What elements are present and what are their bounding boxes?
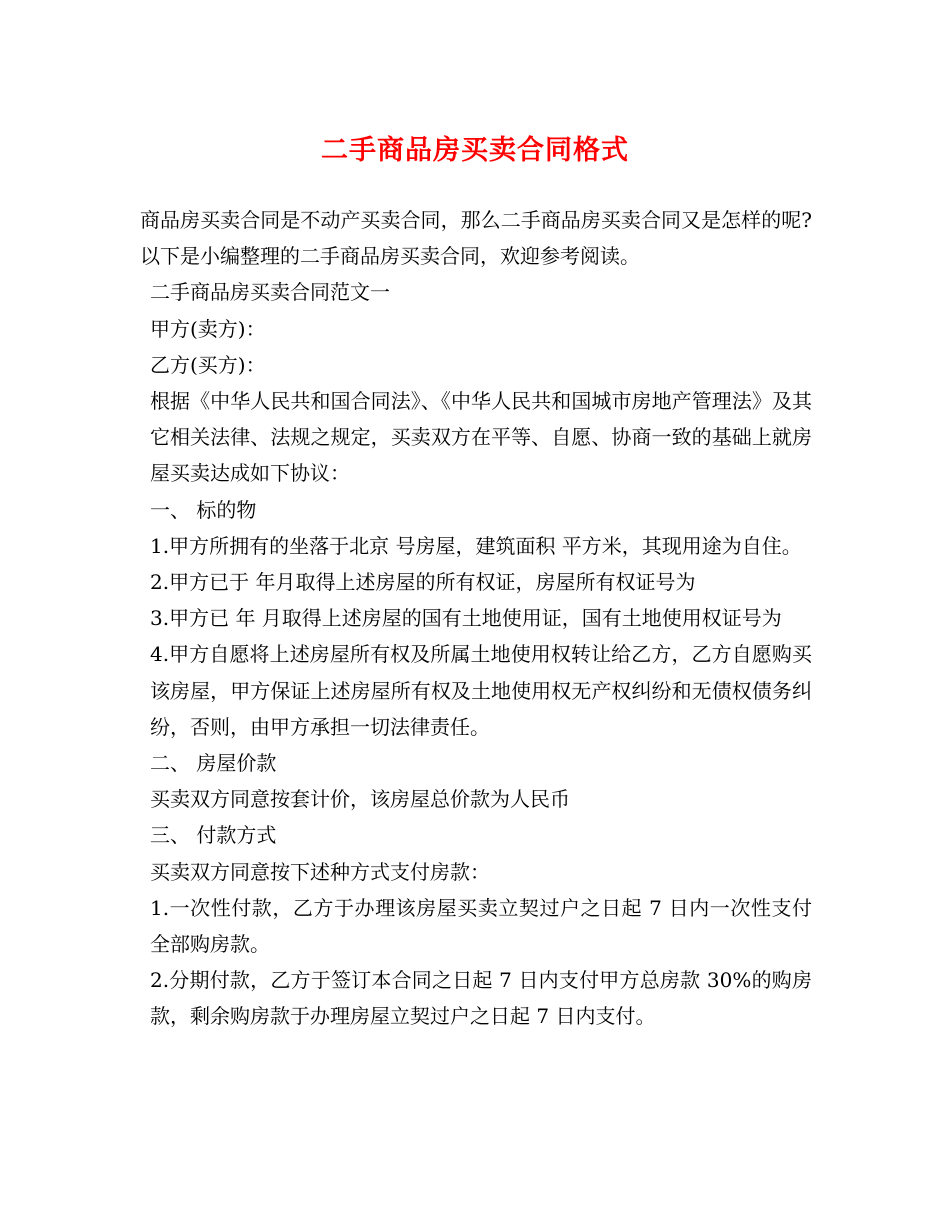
- section-heading-subject: 一、 标的物: [150, 497, 257, 522]
- intro-paragraph: 商品房买卖合同是不动产买卖合同，那么二手商品房买卖合同又是怎样的呢?以下是小编整理的二手商品房买卖合同，欢迎参考阅读。: [140, 208, 812, 269]
- legal-basis-paragraph: 根据《中华人民共和国合同法》、《中华人民共和国城市房地产管理法》及其它相关法律、法规之规定，买卖双方在平等、自愿、协商一致的基础上就房屋买卖达成如下协议：: [150, 389, 812, 486]
- party-a-line: 甲方(卖方)：: [150, 316, 266, 341]
- clause-payment-1: 1.一次性付款，乙方于办理该房屋买卖立契过户之日起 7 日内一次性支付全部购房款。: [150, 895, 812, 957]
- clause-price: 买卖双方同意按套计价，该房屋总价款为人民币: [150, 787, 570, 812]
- clause-payment-2: 2.分期付款，乙方于签订本合同之日起 7 日内支付甲方总房款 30%的购房款，剩余购房款于办理房屋立契过户之日起 7 日内支付。: [150, 968, 812, 1029]
- clause-payment-intro: 买卖双方同意按下述种方式支付房款：: [150, 859, 490, 884]
- clause-1-4: 4.甲方自愿将上述房屋所有权及所属土地使用权转让给乙方，乙方自愿购买该房屋，甲方保证上述房屋所有权及土地使用权无产权纠纷和无债权债务纠纷，否则，由甲方承担一切法律责任。: [150, 642, 812, 739]
- document-title: 二手商品房买卖合同格式: [321, 135, 629, 166]
- document-body: [140, 202, 812, 1035]
- section-heading-price: 二、 房屋价款: [150, 751, 277, 776]
- clause-1-3: 3.甲方已 年 月取得上述房屋的国有土地使用证，国有土地使用权证号为: [150, 606, 782, 631]
- sample-heading: 二手商品房买卖合同范文一: [150, 280, 390, 305]
- party-b-line: 乙方(买方)：: [150, 352, 266, 377]
- clause-1-2: 2.甲方已于 年月取得上述房屋的所有权证，房屋所有权证号为: [150, 570, 696, 595]
- clause-1-1: 1.甲方所拥有的坐落于北京 号房屋，建筑面积 平方米，其现用途为自住。: [150, 533, 802, 558]
- section-heading-payment: 三、 付款方式: [150, 823, 277, 848]
